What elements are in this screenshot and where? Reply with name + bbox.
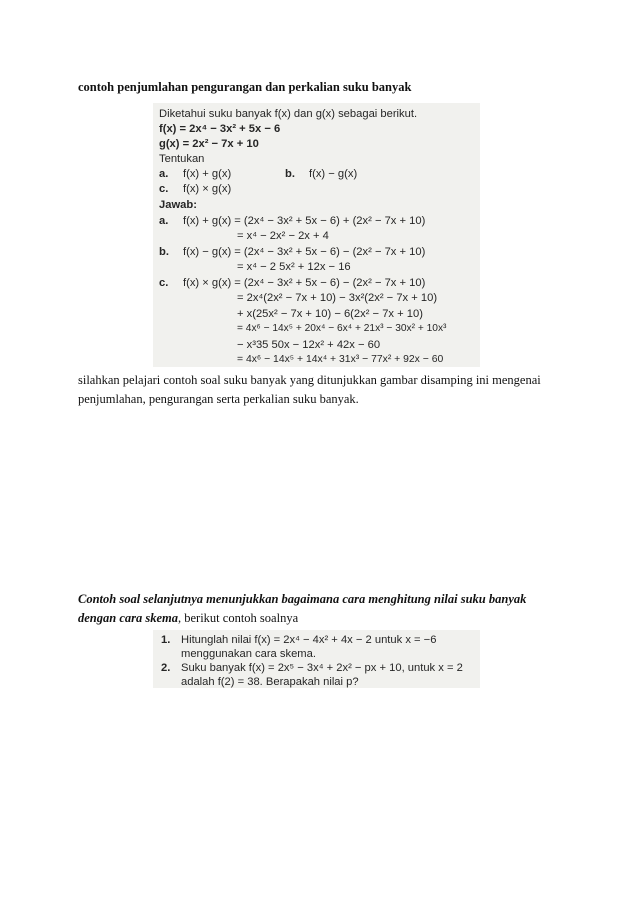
image-line: f(x) + g(x)	[183, 168, 232, 180]
list-marker: a.	[159, 168, 169, 180]
list-marker: c.	[159, 277, 169, 289]
image-line: Hitunglah nilai f(x) = 2x⁴ − 4x² + 4x − 2 untuk x = −6	[181, 634, 437, 646]
image-line: f(x) = 2x⁴ − 3x² + 5x − 6	[159, 123, 281, 135]
list-marker: 2.	[161, 662, 171, 674]
list-marker: b.	[285, 168, 295, 180]
image-line: adalah f(2) = 38. Berapakah nilai p?	[181, 676, 359, 688]
image-line: Suku banyak f(x) = 2x⁵ − 3x⁴ + 2x² − px + 10, untuk x = 2	[181, 662, 463, 674]
image-line: g(x) = 2x² − 7x + 10	[159, 138, 259, 150]
paragraph-2-emphasis: Contoh soal selanjutnya menunjukkan bagaimana cara menghitung nilai suku banyak dengan cara skema	[78, 592, 527, 625]
image-line: f(x) × g(x) = (2x⁴ − 3x² + 5x − 6) − (2x² − 7x + 10)	[183, 277, 426, 289]
image-line: Tentukan	[159, 153, 205, 165]
list-marker: a.	[159, 215, 169, 227]
image-line: + x(25x² − 7x + 10) − 6(2x² − 7x + 10)	[237, 308, 423, 320]
image-line: f(x) × g(x)	[183, 183, 232, 195]
paragraph-1: silahkan pelajari contoh soal suku banyak yang ditunjukkan gambar disamping ini mengenai penjumlahan, pengurangan serta perkalian suku banyak.	[78, 373, 541, 406]
paragraph-2-rest: , berikut contoh soalnya	[178, 611, 299, 625]
exercise-image	[153, 630, 480, 688]
image-line: f(x) + g(x) = (2x⁴ − 3x² + 5x − 6) + (2x² − 7x + 10)	[183, 215, 426, 227]
image-line: − x³35 50x − 12x² + 42x − 60	[237, 339, 381, 351]
image-line: = 4x⁶ − 14x⁵ + 14x⁴ + 31x³ − 77x² + 92x − 60	[237, 354, 444, 365]
page-heading: contoh penjumlahan pengurangan dan perkalian suku banyak	[78, 80, 412, 94]
image-line: Diketahui suku banyak f(x) dan g(x) sebagai berikut.	[159, 108, 418, 120]
list-marker: 1.	[161, 634, 171, 646]
image-line: = 2x⁴(2x² − 7x + 10) − 3x²(2x² − 7x + 10)	[237, 292, 438, 304]
image-line: menggunakan cara skema.	[181, 648, 316, 660]
paragraph-2	[78, 590, 560, 628]
image-line: = x⁴ − 2 5x² + 12x − 16	[237, 261, 351, 273]
polynomial-example-image	[153, 103, 480, 367]
list-marker: b.	[159, 246, 169, 258]
image-line: = 4x⁶ − 14x⁵ + 20x⁴ − 6x⁴ + 21x³ − 30x² + 10x³	[237, 323, 447, 334]
image-line: f(x) − g(x)	[309, 168, 358, 180]
image-line: f(x) − g(x) = (2x⁴ − 3x² + 5x − 6) − (2x² − 7x + 10)	[183, 246, 426, 258]
list-marker: c.	[159, 183, 169, 195]
image-line: Jawab:	[159, 199, 197, 211]
image-line: = x⁴ − 2x² − 2x + 4	[237, 230, 329, 242]
